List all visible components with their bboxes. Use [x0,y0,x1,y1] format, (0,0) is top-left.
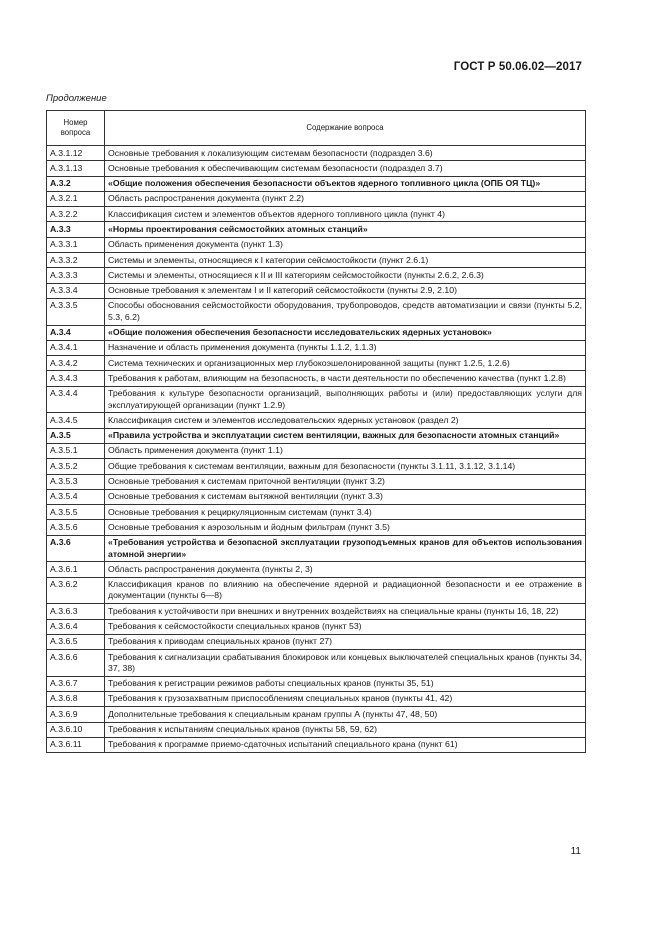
section-row [47,325,586,340]
table-row [47,707,586,722]
question-number: А.3.4.4 [47,386,105,413]
table-row [47,443,586,458]
question-number: А.3.1.12 [47,146,105,161]
question-number: А.3.3 [47,222,105,237]
question-content: Область распространения документа (пункт 2.2) [105,191,586,206]
question-content: «Правила устройства и эксплуатации систем вентиляции, важных для безопасности атомных станций» [105,428,586,443]
table-row [47,413,586,428]
question-number: А.3.6.11 [47,737,105,752]
table-row [47,619,586,634]
question-number: А.3.6.5 [47,634,105,649]
question-number: А.3.1.13 [47,161,105,176]
question-number: А.3.5.4 [47,489,105,504]
question-content: Требования к сигнализации срабатывания блокировок или концевых выключателей специальных кранов (пункты 34, 37, 38) [105,650,586,677]
table-row [47,489,586,504]
question-content: Основные требования к рециркуляционным системам (пункт 3.4) [105,505,586,520]
question-number: А.3.5 [47,428,105,443]
question-number: А.3.5.1 [47,443,105,458]
question-number: А.3.4.2 [47,356,105,371]
table-header-row [47,111,586,146]
question-content: «Нормы проектирования сейсмостойких атомных станций» [105,222,586,237]
question-number: А.3.6.9 [47,707,105,722]
question-content: Системы и элементы, относящиеся к II и III категориям сейсмостойкости (пункты 2.6.2, 2.6.3) [105,268,586,283]
table-row [47,253,586,268]
question-content: Требования к испытаниям специальных кранов (пункты 58, 59, 62) [105,722,586,737]
question-content: Требования к культуре безопасности организаций, выполняющих работы и (или) предоставляющих услуги для эксплуатирующей организации (пункт 1.2.9) [105,386,586,413]
question-number: А.3.5.3 [47,474,105,489]
table-row [47,386,586,413]
question-content: Основные требования к элементам I и II категорий сейсмостойкости (пункты 2.9, 2.10) [105,283,586,298]
table-row [47,207,586,222]
question-content: Основные требования к системам вытяжной вентиляции (пункт 3.3) [105,489,586,504]
section-row [47,428,586,443]
question-content: Классификация систем и элементов исследовательских ядерных установок (раздел 2) [105,413,586,428]
question-number: А.3.6.2 [47,577,105,604]
question-content: Требования к сейсмостойкости специальных кранов (пункт 53) [105,619,586,634]
question-number: А.3.6.8 [47,691,105,706]
question-number: А.3.3.3 [47,268,105,283]
question-content: Требования к работам, влияющим на безопасность, в части деятельности по обеспечению качества (пункт 1.2.8) [105,371,586,386]
question-content: «Требования устройства и безопасной эксплуатации грузоподъемных кранов для объектов использования атомной энергии» [105,535,586,562]
table-row [47,650,586,677]
question-content: «Общие положения обеспечения безопасности объектов ядерного топливного цикла (ОПБ ОЯ ТЦ)» [105,176,586,191]
table-row [47,146,586,161]
question-number: А.3.4.5 [47,413,105,428]
table-row [47,268,586,283]
question-content: Способы обоснования сейсмостойкости оборудования, трубопроводов, средств автоматизации и связи (пункты 5.2, 5.3, 6.2) [105,298,586,325]
question-content: Требования к регистрации режимов работы специальных кранов (пункты 35, 51) [105,676,586,691]
question-content: Дополнительные требования к специальным кранам группы А (пункты 47, 48, 50) [105,707,586,722]
table-row [47,298,586,325]
question-number: А.3.3.1 [47,237,105,252]
question-content: Требования к устойчивости при внешних и внутренних воздействиях на специальные краны (пункты 16, 18, 22) [105,604,586,619]
question-content: Назначение и область применения документа (пункты 1.1.2, 1.1.3) [105,340,586,355]
question-number: А.3.4 [47,325,105,340]
question-content: Общие требования к системам вентиляции, важным для безопасности (пункты 3.1.11, 3.1.12, 3.1.14) [105,459,586,474]
table-row [47,191,586,206]
question-content: Требования к приводам специальных кранов (пункт 27) [105,634,586,649]
column-header-content: Содержание вопроса [105,111,586,146]
section-row [47,176,586,191]
table-row [47,505,586,520]
question-number: А.3.6.10 [47,722,105,737]
question-number: А.3.2.2 [47,207,105,222]
table-row [47,737,586,752]
question-content: Требования к грузозахватным приспособлениям специальных кранов (пункты 41, 42) [105,691,586,706]
table-row [47,722,586,737]
question-number: А.3.6.7 [47,676,105,691]
table-row [47,691,586,706]
continuation-label: Продолжение [46,93,107,104]
questions-table [46,110,586,753]
question-number: А.3.6.3 [47,604,105,619]
question-content: Область распространения документа (пункты 2, 3) [105,562,586,577]
question-content: Основные требования к системам приточной вентиляции (пункт 3.2) [105,474,586,489]
question-number: А.3.2.1 [47,191,105,206]
table-row [47,237,586,252]
question-number: А.3.4.1 [47,340,105,355]
question-number: А.3.3.5 [47,298,105,325]
table-row [47,340,586,355]
table-row [47,459,586,474]
question-number: А.3.5.6 [47,520,105,535]
question-number: А.3.6.6 [47,650,105,677]
table-row [47,520,586,535]
question-number: А.3.3.4 [47,283,105,298]
question-number: А.3.4.3 [47,371,105,386]
section-row [47,222,586,237]
document-code: ГОСТ Р 50.06.02—2017 [453,61,582,73]
question-content: Классификация кранов по влиянию на обеспечение ядерной и радиационной безопасности и ее отражение в документации (пункты 6—8) [105,577,586,604]
question-content: «Общие положения обеспечения безопасности исследовательских ядерных установок» [105,325,586,340]
table-row [47,604,586,619]
column-header-number: Номер вопроса [47,111,105,146]
question-content: Область применения документа (пункт 1.1) [105,443,586,458]
question-content: Требования к программе приемо-сдаточных испытаний специального крана (пункт 61) [105,737,586,752]
question-number: А.3.5.2 [47,459,105,474]
question-content: Основные требования к локализующим системам безопасности (подраздел 3.6) [105,146,586,161]
table-row [47,577,586,604]
question-content: Основные требования к аэрозольным и йодным фильтрам (пункт 3.5) [105,520,586,535]
question-content: Классификация систем и элементов объектов ядерного топливного цикла (пункт 4) [105,207,586,222]
section-row [47,535,586,562]
question-content: Системы и элементы, относящиеся к I категории сейсмостойкости (пункт 2.6.1) [105,253,586,268]
table-row [47,371,586,386]
question-number: А.3.6 [47,535,105,562]
question-number: А.3.5.5 [47,505,105,520]
page-number: 11 [570,846,581,857]
table-row [47,283,586,298]
question-content: Основные требования к обеспечивающим системам безопасности (подраздел 3.7) [105,161,586,176]
table-row [47,562,586,577]
question-number: А.3.6.1 [47,562,105,577]
question-number: А.3.6.4 [47,619,105,634]
table-row [47,634,586,649]
question-content: Система технических и организационных мер глубокоэшелонированной защиты (пункт 1.2.5, 1.2.6) [105,356,586,371]
table-row [47,356,586,371]
table-row [47,161,586,176]
table-row [47,474,586,489]
question-number: А.3.3.2 [47,253,105,268]
table-row [47,676,586,691]
question-content: Область применения документа (пункт 1.3) [105,237,586,252]
question-number: А.3.2 [47,176,105,191]
